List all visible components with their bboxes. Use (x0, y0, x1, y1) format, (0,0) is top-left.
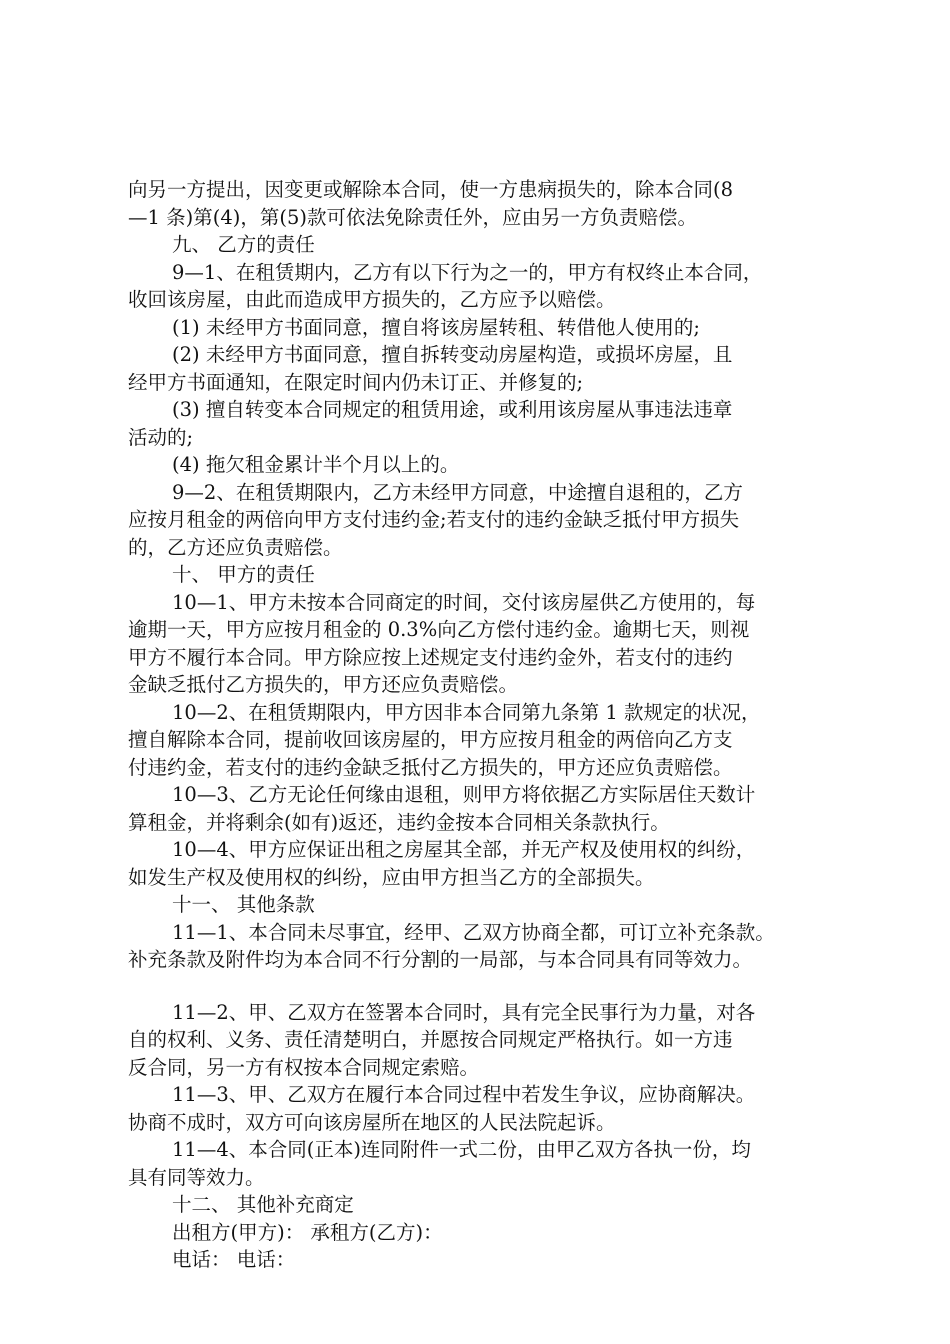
contract-text (128, 176, 828, 1274)
section-heading: 十一、 其他条款 (172, 893, 315, 916)
text-line: (3) 擅自转变本合同规定的租赁用途，或利用该房屋从事违法违章 (172, 398, 733, 421)
text-line: 如发生产权及使用权的纠纷，应由甲方担当乙方的全部损失。 (128, 865, 655, 889)
text-line: (2) 未经甲方书面同意，擅自拆转变动房屋构造，或损坏房屋，且 (172, 343, 733, 366)
text-line: 9—2、在租赁期限内，乙方未经甲方同意，中途擅自退租的，乙方 (172, 480, 743, 504)
text-line: 付违约金，若支付的违约金缺乏抵付乙方损失的，甲方还应负责赔偿。 (128, 755, 733, 779)
text-line: 自的权利、义务、责任清楚明白，并愿按合同规定严格执行。如一方违 (128, 1028, 733, 1051)
text-line: 协商不成时，双方可向该房屋所在地区的人民法院起诉。 (128, 1110, 616, 1134)
signature-line: 出租方(甲方)： 承租方(乙方)： (172, 1220, 443, 1244)
text-line: 11—1、本合同未尽事宜，经甲、乙双方协商全都，可订立补充条款。 (172, 920, 775, 944)
text-line: 10—2、在租赁期限内，甲方因非本合同第九条第 1 款规定的状况， (172, 700, 761, 724)
text-line: 经甲方书面通知，在限定时间内仍未订正、并修复的; (128, 370, 584, 394)
text-line: 反合同，另一方有权按本合同规定索赔。 (128, 1055, 480, 1079)
text-line: 具有同等效力。 (128, 1165, 265, 1189)
text-line: 11—3、甲、乙双方在履行本合同过程中若发生争议，应协商解决。 (172, 1083, 756, 1106)
text-line: 收回该房屋，由此而造成甲方损失的，乙方应予以赔偿。 (128, 288, 616, 311)
paragraph-gap (128, 974, 828, 999)
text-line: 算租金，并将剩余(如有)返还，违约金按本合同相关条款执行。 (128, 810, 670, 834)
text-line: 擅自解除本合同，提前收回该房屋的，甲方应按月租金的两倍向乙方支 (128, 728, 733, 751)
text-line: 的，乙方还应负责赔偿。 (128, 535, 343, 559)
section-heading: 十二、 其他补充商定 (172, 1193, 354, 1216)
text-line: 金缺乏抵付乙方损失的，甲方还应负责赔偿。 (128, 673, 519, 696)
text-line: 10—4、甲方应保证出租之房屋其全部，并无产权及使用权的纠纷， (172, 838, 756, 861)
text-line: 11—4、本合同(正本)连同附件一式二份，由甲乙双方各执一份，均 (172, 1138, 751, 1161)
phone-line: 电话： 电话： (172, 1248, 296, 1271)
text-line: 应按月租金的两倍向甲方支付违约金;若支付的违约金缺乏抵付甲方损失 (128, 508, 740, 531)
text-line: 11—2、甲、乙双方在签署本合同时，具有完全民事行为力量，对各 (172, 1000, 756, 1024)
text-line: 9—1、在租赁期内，乙方有以下行为之一的，甲方有权终止本合同， (172, 260, 763, 284)
text-line: —1 条)第(4)，第(5)款可依法免除责任外，应由另一方负责赔偿。 (128, 205, 697, 229)
text-line: 补充条款及附件均为本合同不行分割的一局部，与本合同具有同等效力。 (128, 948, 753, 971)
text-line: 甲方不履行本合同。甲方除应按上述规定支付违约金外，若支付的违约 (128, 645, 733, 669)
text-line: 逾期一天，甲方应按月租金的 0.3%向乙方偿付违约金。逾期七天，则视 (128, 618, 750, 641)
text-line: 向另一方提出，因变更或解除本合同，使一方患病损失的，除本合同(8 (128, 178, 734, 201)
text-line: 活动的; (128, 425, 194, 449)
section-heading: 九、 乙方的责任 (172, 233, 315, 256)
section-heading: 十、 甲方的责任 (172, 563, 315, 586)
text-line: (4) 拖欠租金累计半个月以上的。 (172, 453, 460, 476)
text-line: (1) 未经甲方书面同意，擅自将该房屋转租、转借他人使用的; (172, 315, 700, 339)
text-line: 10—1、甲方未按本合同商定的时间，交付该房屋供乙方使用的，每 (172, 590, 756, 614)
text-line: 10—3、乙方无论任何缘由退租，则甲方将依据乙方实际居住天数计 (172, 783, 756, 806)
